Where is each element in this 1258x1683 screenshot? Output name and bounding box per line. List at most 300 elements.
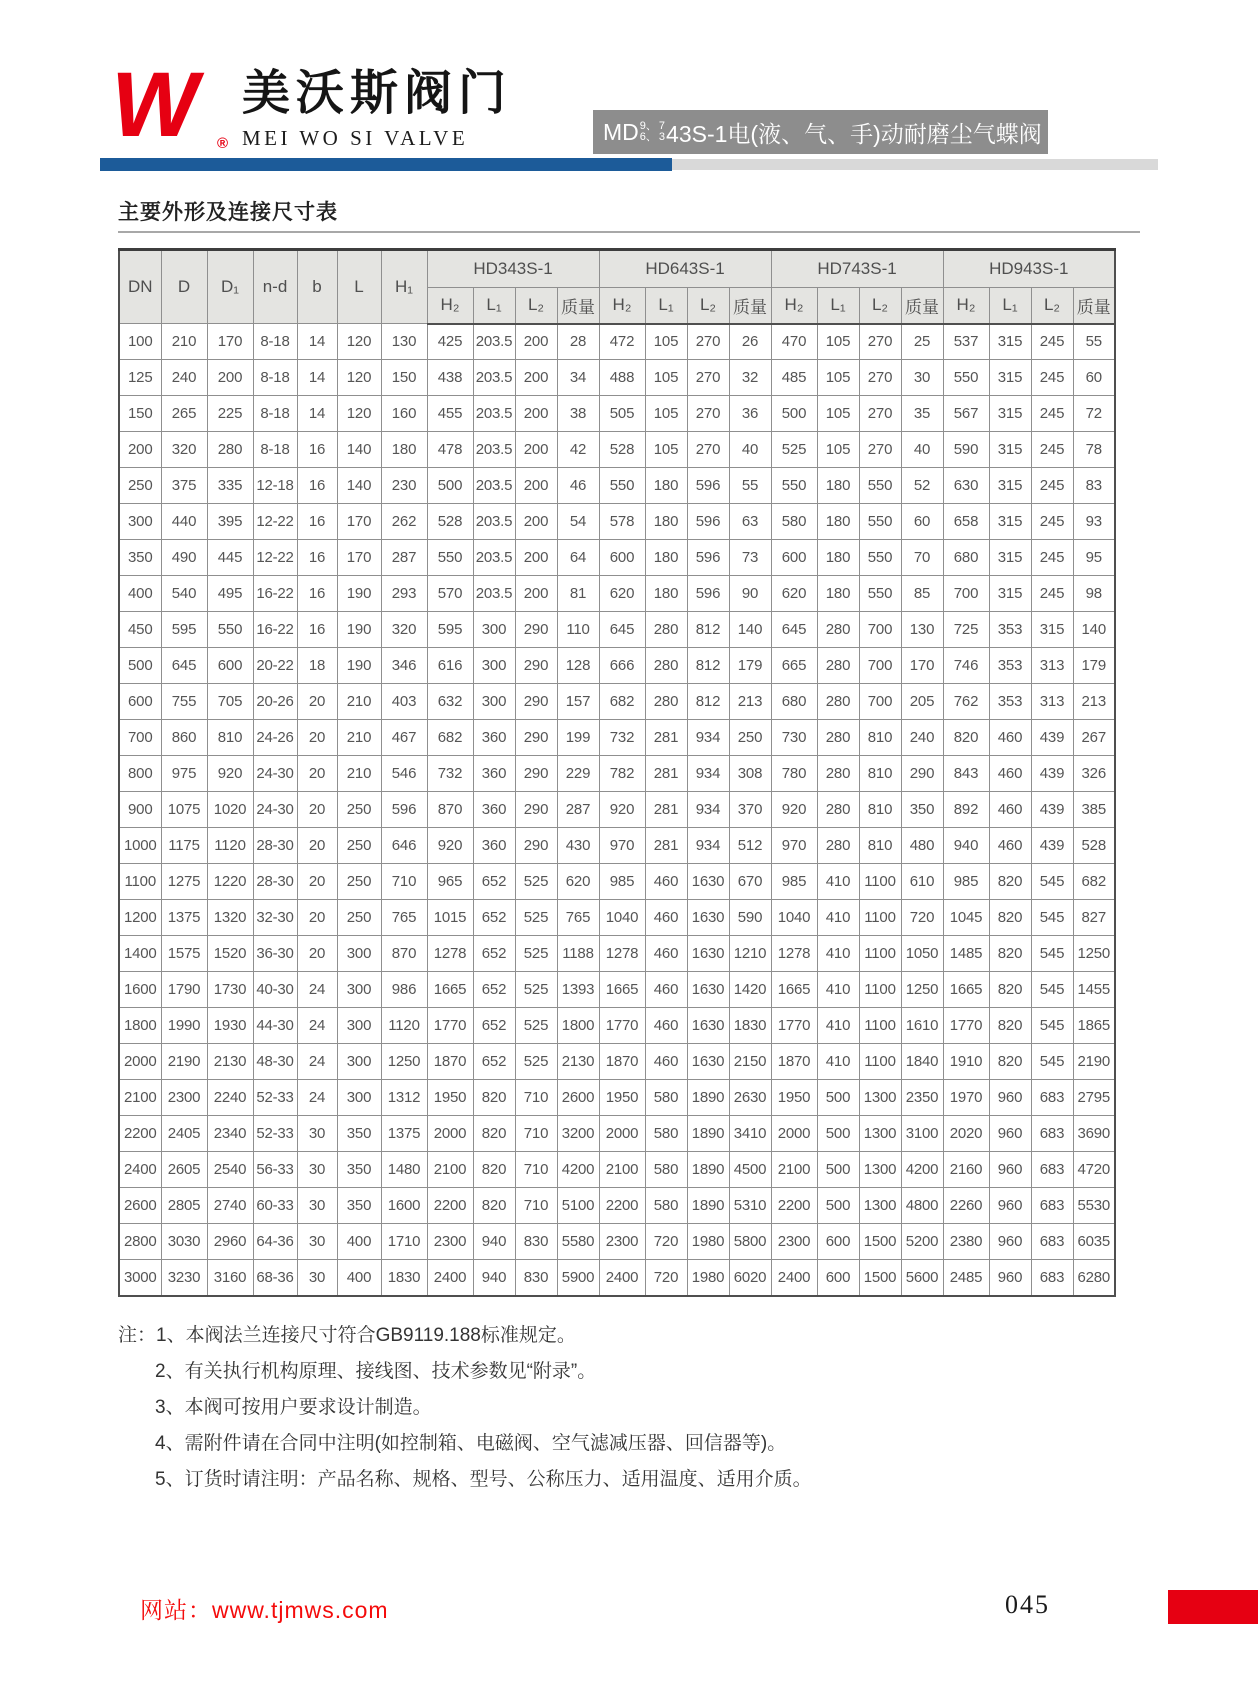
table-cell: 98 <box>1073 576 1115 612</box>
table-cell: 545 <box>1031 972 1073 1008</box>
table-cell: 2100 <box>119 1080 161 1116</box>
table-cell: 1770 <box>599 1008 645 1044</box>
table-cell: 755 <box>161 684 207 720</box>
table-cell: 290 <box>515 756 557 792</box>
table-cell: 1250 <box>901 972 943 1008</box>
table-cell: 500 <box>817 1116 859 1152</box>
table-cell: 410 <box>817 972 859 1008</box>
table-cell: 820 <box>473 1080 515 1116</box>
table-cell: 205 <box>901 684 943 720</box>
table-cell: 410 <box>817 936 859 972</box>
table-cell: 410 <box>817 864 859 900</box>
table-cell: 105 <box>645 432 687 468</box>
table-cell: 60 <box>1073 360 1115 396</box>
table-cell: 290 <box>515 792 557 828</box>
table-cell: 2800 <box>119 1224 161 1260</box>
table-row <box>119 1152 1115 1188</box>
table-cell: 2600 <box>557 1080 599 1116</box>
table-cell: 830 <box>515 1260 557 1296</box>
table-cell: 596 <box>687 576 729 612</box>
table-cell: 280 <box>645 612 687 648</box>
table-cell: 281 <box>645 720 687 756</box>
badge-stack1-bottom: 6、 <box>639 131 657 143</box>
table-cell: 580 <box>645 1188 687 1224</box>
table-cell: 439 <box>1031 756 1073 792</box>
table-cell: 986 <box>381 972 427 1008</box>
table-cell: 545 <box>1031 936 1073 972</box>
table-cell: 28-30 <box>253 828 297 864</box>
table-row <box>119 540 1115 576</box>
table-cell: 467 <box>381 720 427 756</box>
table-cell: 683 <box>1031 1116 1073 1152</box>
table-cell: 1930 <box>207 1008 253 1044</box>
table-cell: 150 <box>119 396 161 432</box>
table-cell: 353 <box>989 684 1031 720</box>
table-cell: 3410 <box>729 1116 771 1152</box>
table-cell: 680 <box>943 540 989 576</box>
table-cell: 810 <box>207 720 253 756</box>
table-cell: 190 <box>337 612 381 648</box>
table-cell: 2540 <box>207 1152 253 1188</box>
table-cell: 250 <box>337 900 381 936</box>
table-cell: 985 <box>599 864 645 900</box>
table-cell: 3200 <box>557 1116 599 1152</box>
table-cell: 313 <box>1031 684 1073 720</box>
dimensions-table <box>118 248 1116 1297</box>
table-row <box>119 792 1115 828</box>
table-cell: 1610 <box>901 1008 943 1044</box>
table-cell: 710 <box>381 864 427 900</box>
table-cell: 16 <box>297 612 337 648</box>
table-cell: 24 <box>297 972 337 1008</box>
table-cell: 2160 <box>943 1152 989 1188</box>
table-cell: 83 <box>1073 468 1115 504</box>
table-cell: 44-30 <box>253 1008 297 1044</box>
table-cell: 460 <box>989 828 1031 864</box>
column-header-5: b <box>297 250 337 324</box>
table-cell: 30 <box>297 1152 337 1188</box>
note-text: 3、本阀可按用户要求设计制造。 <box>155 1397 432 1418</box>
table-cell: 180 <box>817 540 859 576</box>
table-cell: 60 <box>901 504 943 540</box>
sub-header: 质量 <box>729 288 771 324</box>
table-cell: 105 <box>817 396 859 432</box>
table-cell: 934 <box>687 720 729 756</box>
table-cell: 30 <box>297 1116 337 1152</box>
column-header-6: L <box>337 250 381 324</box>
table-cell: 550 <box>427 540 473 576</box>
table-cell: 55 <box>1073 324 1115 360</box>
table-cell: 1830 <box>381 1260 427 1296</box>
table-cell: 300 <box>473 684 515 720</box>
table-cell: 400 <box>119 576 161 612</box>
table-cell: 920 <box>771 792 817 828</box>
table-cell: 210 <box>337 720 381 756</box>
table-cell: 270 <box>687 324 729 360</box>
table-cell: 596 <box>381 792 427 828</box>
table-cell: 550 <box>859 576 901 612</box>
table-cell: 970 <box>771 828 817 864</box>
table-cell: 720 <box>645 1260 687 1296</box>
table-row <box>119 1260 1115 1296</box>
table-cell: 24-26 <box>253 720 297 756</box>
table-cell: 700 <box>859 684 901 720</box>
table-cell: 213 <box>1073 684 1115 720</box>
table-cell: 1870 <box>427 1044 473 1080</box>
table-cell: 720 <box>645 1224 687 1260</box>
table-cell: 578 <box>599 504 645 540</box>
table-cell: 270 <box>859 324 901 360</box>
table-cell: 1870 <box>599 1044 645 1080</box>
table-cell: 250 <box>729 720 771 756</box>
table-cell: 810 <box>859 828 901 864</box>
table-cell: 2000 <box>427 1116 473 1152</box>
table-cell: 180 <box>381 432 427 468</box>
table-cell: 2190 <box>1073 1044 1115 1080</box>
table-cell: 940 <box>473 1224 515 1260</box>
table-cell: 2400 <box>119 1152 161 1188</box>
brand-name-cn: 美沃斯阀门 <box>242 65 513 121</box>
table-cell: 1375 <box>161 900 207 936</box>
table-cell: 730 <box>771 720 817 756</box>
table-cell: 720 <box>901 900 943 936</box>
table-row <box>119 504 1115 540</box>
table-cell: 2960 <box>207 1224 253 1260</box>
table-cell: 570 <box>427 576 473 612</box>
table-cell: 335 <box>207 468 253 504</box>
group-header-2: HD643S-1 <box>599 250 771 288</box>
table-cell: 1710 <box>381 1224 427 1260</box>
table-row <box>119 432 1115 468</box>
table-cell: 1485 <box>943 936 989 972</box>
table-cell: 2130 <box>207 1044 253 1080</box>
table-cell: 140 <box>337 468 381 504</box>
table-cell: 1630 <box>687 900 729 936</box>
table-cell: 5800 <box>729 1224 771 1260</box>
table-row <box>119 756 1115 792</box>
sub-header: H₂ <box>771 288 817 324</box>
table-row <box>119 972 1115 1008</box>
table-cell: 596 <box>687 504 729 540</box>
table-cell: 105 <box>645 396 687 432</box>
table-cell: 596 <box>687 540 729 576</box>
table-cell: 16 <box>297 504 337 540</box>
table-cell: 820 <box>473 1188 515 1224</box>
brand-mark-icon <box>103 54 228 156</box>
table-cell: 632 <box>427 684 473 720</box>
sub-header: 质量 <box>1073 288 1115 324</box>
badge-model-stack-1 <box>640 121 657 143</box>
table-row <box>119 828 1115 864</box>
table-cell: 105 <box>645 360 687 396</box>
table-cell: 425 <box>427 324 473 360</box>
table-cell: 1870 <box>771 1044 817 1080</box>
table-cell: 1278 <box>427 936 473 972</box>
table-cell: 42 <box>557 432 599 468</box>
table-cell: 1015 <box>427 900 473 936</box>
table-row <box>119 1188 1115 1224</box>
table-cell: 827 <box>1073 900 1115 936</box>
table-cell: 203.5 <box>473 468 515 504</box>
table-cell: 920 <box>599 792 645 828</box>
table-cell: 4720 <box>1073 1152 1115 1188</box>
table-cell: 1300 <box>859 1188 901 1224</box>
table-cell: 16 <box>297 540 337 576</box>
table-cell: 3030 <box>161 1224 207 1260</box>
table-cell: 725 <box>943 612 989 648</box>
table-cell: 313 <box>1031 648 1073 684</box>
table-cell: 975 <box>161 756 207 792</box>
table-cell: 683 <box>1031 1152 1073 1188</box>
table-cell: 360 <box>473 792 515 828</box>
table-cell: 16 <box>297 432 337 468</box>
table-cell: 2485 <box>943 1260 989 1296</box>
sub-header: L₂ <box>515 288 557 324</box>
table-cell: 820 <box>473 1116 515 1152</box>
table-cell: 300 <box>337 936 381 972</box>
table-cell: 970 <box>599 828 645 864</box>
table-cell: 400 <box>337 1260 381 1296</box>
table-cell: 546 <box>381 756 427 792</box>
table-row <box>119 684 1115 720</box>
table-cell: 1075 <box>161 792 207 828</box>
table-cell: 1500 <box>859 1224 901 1260</box>
table-cell: 265 <box>161 396 207 432</box>
table-cell: 1665 <box>427 972 473 1008</box>
table-cell: 245 <box>1031 576 1073 612</box>
table-cell: 2200 <box>119 1116 161 1152</box>
table-cell: 55 <box>729 468 771 504</box>
notes-label: 注： <box>118 1325 157 1346</box>
table-cell: 460 <box>989 720 1031 756</box>
table-cell: 590 <box>729 900 771 936</box>
table-cell: 2260 <box>943 1188 989 1224</box>
table-cell: 20 <box>297 684 337 720</box>
table-cell: 960 <box>989 1116 1031 1152</box>
table-cell: 40 <box>729 432 771 468</box>
note-text: 4、需附件请在合同中注明(如控制箱、电磁阀、空气滤减压器、回信器等)。 <box>155 1433 787 1454</box>
brand-names <box>242 62 512 151</box>
table-cell: 525 <box>515 900 557 936</box>
table-cell: 125 <box>119 360 161 396</box>
table-cell: 229 <box>557 756 599 792</box>
table-cell: 1800 <box>119 1008 161 1044</box>
table-cell: 100 <box>119 324 161 360</box>
table-cell: 48-30 <box>253 1044 297 1080</box>
table-cell: 8-18 <box>253 324 297 360</box>
table-cell: 6035 <box>1073 1224 1115 1260</box>
table-cell: 300 <box>119 504 161 540</box>
table-cell: 293 <box>381 576 427 612</box>
table-cell: 250 <box>337 792 381 828</box>
table-cell: 1980 <box>687 1224 729 1260</box>
table-cell: 280 <box>817 720 859 756</box>
table-cell: 200 <box>515 468 557 504</box>
table-cell: 1800 <box>557 1008 599 1044</box>
table-cell: 1730 <box>207 972 253 1008</box>
table-cell: 360 <box>473 720 515 756</box>
table-cell: 290 <box>515 648 557 684</box>
table-cell: 1950 <box>427 1080 473 1116</box>
table-cell: 2200 <box>771 1188 817 1224</box>
table-cell: 6020 <box>729 1260 771 1296</box>
table-cell: 300 <box>337 1044 381 1080</box>
table-cell: 203.5 <box>473 324 515 360</box>
table-cell: 240 <box>161 360 207 396</box>
table-cell: 30 <box>901 360 943 396</box>
table-cell: 128 <box>557 648 599 684</box>
table-cell: 200 <box>207 360 253 396</box>
table-cell: 1000 <box>119 828 161 864</box>
table-cell: 470 <box>771 324 817 360</box>
table-cell: 710 <box>515 1080 557 1116</box>
section-title: 主要外形及连接尺寸表 <box>118 201 338 224</box>
table-cell: 439 <box>1031 828 1073 864</box>
table-cell: 287 <box>381 540 427 576</box>
table-cell: 1100 <box>859 1044 901 1080</box>
table-row <box>119 1116 1115 1152</box>
table-cell: 308 <box>729 756 771 792</box>
table-cell: 782 <box>599 756 645 792</box>
table-cell: 170 <box>337 504 381 540</box>
footer-website-url[interactable]: www.tjmws.com <box>212 1597 389 1623</box>
table-cell: 1100 <box>859 864 901 900</box>
note-text: 5、订货时请注明：产品名称、规格、型号、公称压力、适用温度、适用介质。 <box>155 1469 812 1490</box>
table-cell: 36 <box>729 396 771 432</box>
table-cell: 250 <box>337 828 381 864</box>
table-cell: 1950 <box>599 1080 645 1116</box>
table-cell: 2600 <box>119 1188 161 1224</box>
section-underline <box>118 231 1140 233</box>
table-row <box>119 1224 1115 1260</box>
table-cell: 545 <box>1031 1044 1073 1080</box>
table-cell: 1420 <box>729 972 771 1008</box>
table-cell: 280 <box>817 648 859 684</box>
table-cell: 820 <box>989 1008 1031 1044</box>
table-cell: 1890 <box>687 1116 729 1152</box>
table-cell: 460 <box>645 936 687 972</box>
table-cell: 2000 <box>771 1116 817 1152</box>
product-title-badge <box>593 110 1048 154</box>
table-cell: 32-30 <box>253 900 297 936</box>
table-cell: 5580 <box>557 1224 599 1260</box>
table-cell: 500 <box>119 648 161 684</box>
table-cell: 410 <box>817 1044 859 1080</box>
table-cell: 46 <box>557 468 599 504</box>
table-cell: 1100 <box>859 936 901 972</box>
table-row <box>119 1080 1115 1116</box>
table-cell: 1665 <box>599 972 645 1008</box>
table-cell: 270 <box>859 360 901 396</box>
table-cell: 12-22 <box>253 540 297 576</box>
table-cell: 666 <box>599 648 645 684</box>
table-cell: 81 <box>557 576 599 612</box>
table-cell: 2300 <box>161 1080 207 1116</box>
table-cell: 2630 <box>729 1080 771 1116</box>
table-cell: 765 <box>557 900 599 936</box>
table-cell: 2300 <box>771 1224 817 1260</box>
table-cell: 2000 <box>599 1116 645 1152</box>
table-cell: 870 <box>381 936 427 972</box>
table-cell: 281 <box>645 792 687 828</box>
table-cell: 645 <box>161 648 207 684</box>
table-cell: 3690 <box>1073 1116 1115 1152</box>
sub-header: 质量 <box>901 288 943 324</box>
note-line <box>118 1318 812 1354</box>
table-cell: 56-33 <box>253 1152 297 1188</box>
table-cell: 70 <box>901 540 943 576</box>
sub-header: L₂ <box>1031 288 1073 324</box>
table-cell: 525 <box>515 936 557 972</box>
table-cell: 1600 <box>119 972 161 1008</box>
table-cell: 485 <box>771 360 817 396</box>
table-cell: 1320 <box>207 900 253 936</box>
table-cell: 170 <box>901 648 943 684</box>
table-cell: 200 <box>515 360 557 396</box>
table-cell: 705 <box>207 684 253 720</box>
table-cell: 478 <box>427 432 473 468</box>
table-cell: 683 <box>1031 1188 1073 1224</box>
table-cell: 1910 <box>943 1044 989 1080</box>
table-cell: 287 <box>557 792 599 828</box>
table-cell: 73 <box>729 540 771 576</box>
table-cell: 1275 <box>161 864 207 900</box>
table-cell: 3000 <box>119 1260 161 1296</box>
table-cell: 1300 <box>859 1152 901 1188</box>
table-row <box>119 648 1115 684</box>
table-cell: 20 <box>297 720 337 756</box>
table-cell: 38 <box>557 396 599 432</box>
table-cell: 460 <box>645 972 687 1008</box>
table-cell: 500 <box>817 1188 859 1224</box>
table-cell: 2350 <box>901 1080 943 1116</box>
table-cell: 68-36 <box>253 1260 297 1296</box>
table-cell: 290 <box>901 756 943 792</box>
table-cell: 2300 <box>427 1224 473 1260</box>
table-cell: 52-33 <box>253 1080 297 1116</box>
table-cell: 20-22 <box>253 648 297 684</box>
table-cell: 245 <box>1031 360 1073 396</box>
table-cell: 2150 <box>729 1044 771 1080</box>
table-cell: 595 <box>161 612 207 648</box>
table-cell: 843 <box>943 756 989 792</box>
table-cell: 620 <box>557 864 599 900</box>
table-cell: 1100 <box>859 972 901 1008</box>
table-cell: 2240 <box>207 1080 253 1116</box>
table-cell: 810 <box>859 792 901 828</box>
table-cell: 280 <box>207 432 253 468</box>
table-cell: 820 <box>989 972 1031 1008</box>
table-cell: 710 <box>515 1188 557 1224</box>
table-cell: 120 <box>337 360 381 396</box>
table-cell: 4200 <box>901 1152 943 1188</box>
table-cell: 700 <box>859 612 901 648</box>
note-text: 1、本阀法兰连接尺寸符合GB9119.188标准规定。 <box>156 1325 576 1346</box>
table-cell: 658 <box>943 504 989 540</box>
table-cell: 820 <box>943 720 989 756</box>
table-cell: 700 <box>119 720 161 756</box>
table-cell: 580 <box>771 504 817 540</box>
table-cell: 78 <box>1073 432 1115 468</box>
table-cell: 1188 <box>557 936 599 972</box>
note-line <box>118 1462 812 1498</box>
table-cell: 652 <box>473 1044 515 1080</box>
table-cell: 2740 <box>207 1188 253 1224</box>
table-cell: 1665 <box>771 972 817 1008</box>
table-cell: 210 <box>337 684 381 720</box>
table-cell: 1400 <box>119 936 161 972</box>
table-cell: 500 <box>771 396 817 432</box>
